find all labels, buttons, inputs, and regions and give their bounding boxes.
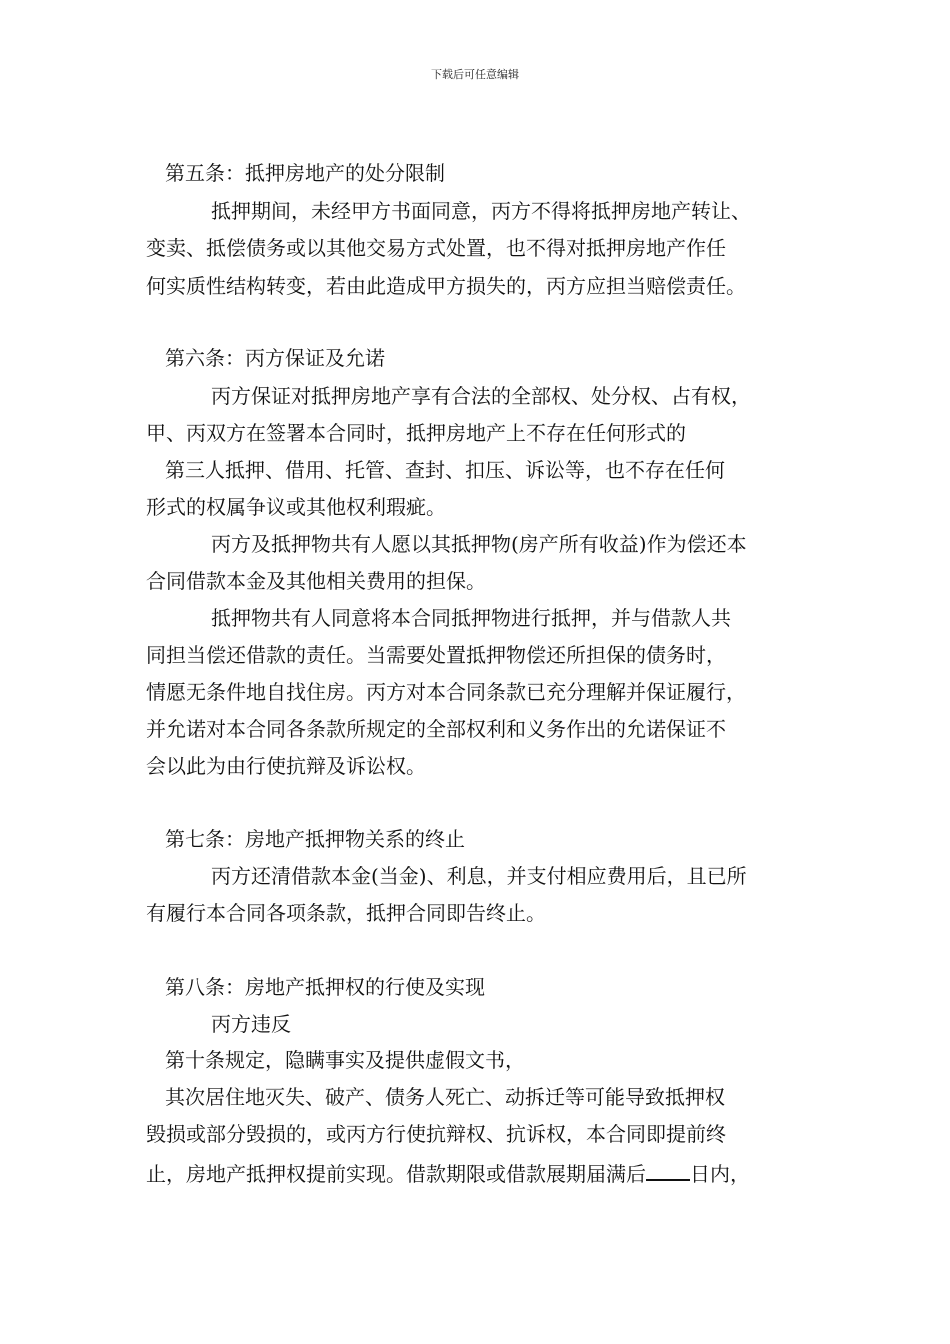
body-line: 第三人抵押、借用、托管、查封、扣压、诉讼等，也不存在任何 bbox=[165, 458, 725, 482]
article-8-heading: 第八条：房地产抵押权的行使及实现 bbox=[165, 975, 485, 999]
article-7-heading: 第七条：房地产抵押物关系的终止 bbox=[165, 827, 465, 851]
article-6-heading: 第六条：丙方保证及允诺 bbox=[165, 346, 385, 370]
body-line: 丙方还清借款本金(当金)、利息，并支付相应费用后，且已所 bbox=[211, 864, 747, 888]
body-line: 形式的权属争议或其他权利瑕疵。 bbox=[146, 495, 446, 519]
fill-in-blank bbox=[646, 1161, 690, 1181]
body-line: 合同借款本金及其他相关费用的担保。 bbox=[146, 569, 486, 593]
body-line: 有履行本合同各项条款，抵押合同即告终止。 bbox=[146, 901, 546, 925]
body-line: 毁损或部分毁损的，或丙方行使抗辩权、抗诉权，本合同即提前终 bbox=[146, 1122, 726, 1146]
body-line: 第十条规定，隐瞒事实及提供虚假文书， bbox=[165, 1048, 525, 1072]
page-header: 下载后可任意编辑 bbox=[431, 68, 519, 81]
body-line: 甲、丙双方在签署本合同时，抵押房地产上不存在任何形式的 bbox=[146, 421, 686, 445]
body-line: 变卖、抵偿债务或以其他交易方式处置，也不得对抵押房地产作任 bbox=[146, 236, 726, 260]
body-line-with-blank bbox=[146, 1161, 750, 1184]
body-line: 同担当偿还借款的责任。当需要处置抵押物偿还所担保的债务时， bbox=[146, 643, 726, 667]
body-text: 日内， bbox=[690, 1162, 750, 1186]
body-line: 丙方保证对抵押房地产享有合法的全部权、处分权、占有权， bbox=[211, 384, 751, 408]
body-line: 抵押物共有人同意将本合同抵押物进行抵押，并与借款人共 bbox=[211, 606, 731, 630]
body-line: 抵押期间，未经甲方书面同意，丙方不得将抵押房地产转让、 bbox=[211, 199, 751, 223]
body-line: 丙方违反 bbox=[211, 1012, 291, 1036]
body-text: 止，房地产抵押权提前实现。借款期限或借款展期届满后 bbox=[146, 1162, 646, 1186]
body-line: 会以此为由行使抗辩及诉讼权。 bbox=[146, 754, 426, 778]
body-line: 情愿无条件地自找住房。丙方对本合同条款已充分理解并保证履行， bbox=[146, 680, 746, 704]
body-line: 并允诺对本合同各条款所规定的全部权利和义务作出的允诺保证不 bbox=[146, 717, 726, 741]
body-line: 其次居住地灭失、破产、债务人死亡、动拆迁等可能导致抵押权 bbox=[165, 1085, 725, 1109]
body-line: 何实质性结构转变，若由此造成甲方损失的，丙方应担当赔偿责任。 bbox=[146, 274, 746, 298]
article-5-heading: 第五条：抵押房地产的处分限制 bbox=[165, 161, 445, 185]
body-line: 丙方及抵押物共有人愿以其抵押物(房产所有收益)作为偿还本 bbox=[211, 532, 747, 556]
